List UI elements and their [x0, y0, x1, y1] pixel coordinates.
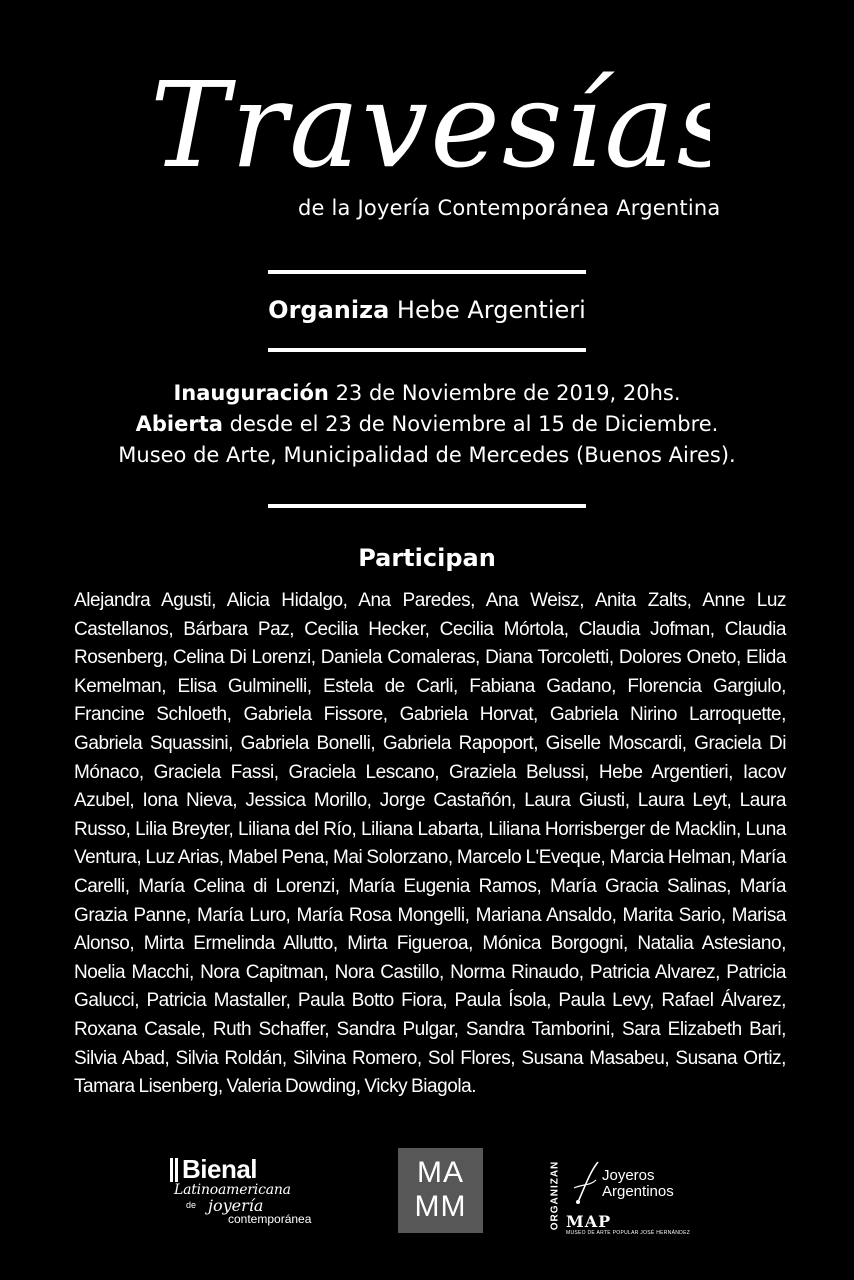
- organizers-logos: [550, 1158, 690, 1238]
- bienal-joyeria: joyería: [208, 1196, 264, 1215]
- inauguration-label: Inauguración: [173, 381, 329, 405]
- event-info: [0, 378, 854, 471]
- venue-line: Museo de Arte, Municipalidad de Mercedes (Buenos Aires).: [118, 443, 736, 467]
- open-label: Abierta: [135, 412, 223, 436]
- event-title-text: Travesías: [150, 56, 710, 194]
- mamm-logo: [398, 1148, 483, 1233]
- bienal-word: Bienal: [182, 1154, 258, 1184]
- bienal-logo: [170, 1152, 340, 1232]
- inauguration-line: [0, 378, 854, 409]
- argentinos-word: Argentinos: [602, 1183, 674, 1200]
- organizer-name: Hebe Argentieri: [396, 296, 586, 324]
- open-dates: desde el 23 de Noviembre al 15 de Diciembre.: [229, 412, 719, 436]
- open-dates-line: [0, 409, 854, 440]
- organizer-label: Organiza: [268, 296, 390, 324]
- participants-list: Alejandra Agusti, Alicia Hidalgo, Ana Paredes, Ana Weisz, Anita Zalts, Anne Luz Castellanos, Bárbara Paz, Cecilia Hecker, Cecilia Mórtola, Claudia Jofman, Claudia Rosenberg, Celina Di Lorenzi, Daniela Comaleras, Diana Torcoletti, Dolores Oneto, Elida Kemelman, Elisa Gulminelli, Estela de Carli, Fabiana Gadano, Florencia Gargiulo, Francine Schloeth, Gabriela Fissore, Gabriela Horvat, Gabriela Nirino Larroquette, Gabriela Squassini, Gabriela Bonelli, Gabriela Rapoport, Giselle Moscardi, Graciela Di Mónaco, Graciela Fassi, Graciela Lescano, Graziela Belussi, Hebe Argentieri, Iacov Azubel, Iona Nieva, Jessica Morillo, Jorge Castañón, Laura Giusti, Laura Leyt, Laura Russo, Lilia Breyter, Liliana del Río, Liliana Labarta, Liliana Horrisberger de Macklin, Luna Ventura, Luz Arias, Mabel Pena, Mai Solorzano, Marcelo L'Eveque, Marcia Helman, María Carelli, María Celina di Lorenzi, María Eugenia Ramos, María Gracia Salinas, María Grazia Panne, María Luro, María Rosa Mongelli, Mariana Ansaldo, Marita Sario, Marisa Alonso, Mirta Ermelinda Allutto, Mirta Figueroa, Mónica Borgogni, Natalia Astesiano, Noelia Macchi, Nora Capitman, Nora Castillo, Norma Rinaudo, Patricia Alvarez, Patricia Galucci, Patricia Mastaller, Paula Botto Fiora, Paula Ísola, Paula Levy, Rafael Álvarez, Roxana Casale, Ruth Schaffer, Sandra Pulgar, Sandra Tamborini, Sara Elizabeth Bari, Silvia Abad, Silvia Roldán, Silvina Romero, Sol Flores, Susana Masabeu, Susana Ortiz, Tamara Lisenberg, Valeria Dowding, Vicky Biagola.: [74, 590, 786, 1098]
- map-logo-word: MAP: [566, 1212, 612, 1231]
- event-subtitle: de la Joyería Contemporánea Argentina: [298, 196, 721, 220]
- mamm-line-1: MA: [417, 1156, 464, 1189]
- participants-heading: Participan: [358, 544, 496, 572]
- bienal-contemporanea: contemporánea: [228, 1212, 312, 1226]
- bienal-de: de: [186, 1200, 197, 1210]
- mamm-line-2: MM: [414, 1190, 467, 1223]
- organizer-line: [0, 296, 854, 324]
- joyeros-word: Joyeros: [602, 1167, 655, 1184]
- joyeros-argentinos-name: [602, 1168, 674, 1200]
- bienal-latinoamericana: Latinoamericana: [174, 1182, 291, 1198]
- divider-top: [268, 270, 586, 274]
- divider-bottom: [268, 504, 586, 508]
- map-logo-subtitle: MUSEO DE ARTE POPULAR JOSÉ HERNÁNDEZ: [566, 1230, 691, 1236]
- divider-middle: [268, 348, 586, 352]
- inauguration-date: 23 de Noviembre de 2019, 20hs.: [335, 381, 681, 405]
- organizan-vertical-label: ORGANIZAN: [549, 1160, 561, 1231]
- event-title: [150, 48, 710, 218]
